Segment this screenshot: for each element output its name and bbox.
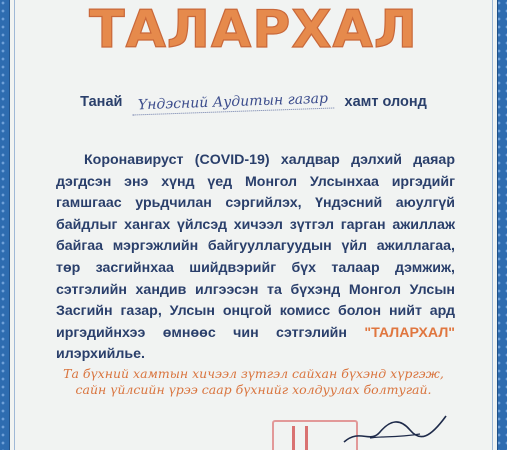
closing-line-2: сайн үйлсийн үрээ саар бүхнийг холдуулах болтугай. [75, 382, 432, 397]
body-highlight: "ТАЛАРХАЛ" [364, 324, 455, 341]
addressee-line [10, 90, 497, 114]
addressee-name: Үндэсний Аудитын газар [132, 90, 335, 115]
addressee-suffix: хамт олонд [344, 94, 427, 110]
certificate-title: ТАЛАРХАЛ [89, 0, 418, 60]
signature-icon [340, 408, 450, 450]
closing-line-1: Та бүхний хамтын хичээл зүтгэл сайхан бүхэнд хүргэж, [63, 366, 444, 381]
addressee-prefix: Танай [80, 94, 123, 110]
body-text-main: Коронавируст (COVID-19) халдвар дэлхий даяар дэгдсэн энэ хүнд үед Монгол Улсынхаа иргэдийг гамшгаас урьдчилан сэргийлэх, Үндэсний аюулгүй байдлыг хангах үйлсэд хичээл зүтгэл гарган ажиллаж байгаа мэргэжлийн байгууллагуудын үйл ажиллагаа, төр засгийнхаа шийдвэрийг бүх талаар дэмжиж, сэтгэлийн хандив илгээсэн та бүхэнд Монгол Улсын Засгийн газар, Улсын онцгой комисс болон нийт ард иргэдийнхээ өмнөөс чин сэтгэлийн [56, 152, 455, 341]
body-text-end: илэрхийлье. [56, 346, 145, 363]
certificate-paper [9, 0, 498, 450]
closing-wish [50, 366, 457, 398]
stamp-mark-icon [292, 426, 308, 450]
certificate-body [56, 150, 455, 366]
